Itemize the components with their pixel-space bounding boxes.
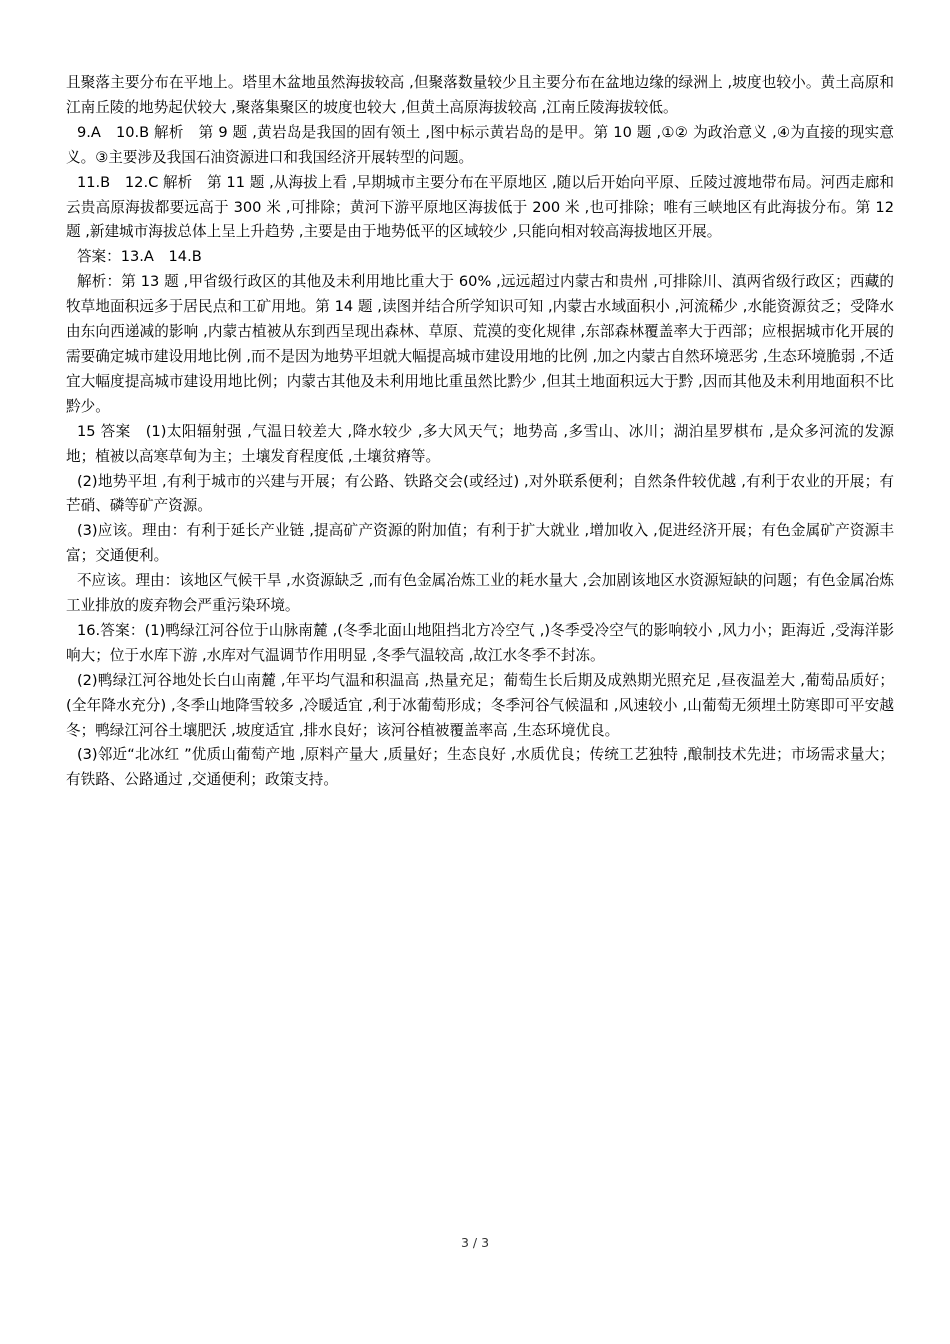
paragraph-7: (2)地势平坦 ,有利于城市的兴建与开展；有公路、铁路交会(或经过) ,对外联系便利；自然条件较优越 ,有利于农业的开展；有芒硝、磷等矿产资源。 [66, 472, 894, 515]
paragraph-12: (3)邻近“北冰红 ”优质山葡萄产地 ,原料产量大 ,质量好；生态良好 ,水质优良；传统工艺独特 ,酿制技术先进；市场需求量大；有铁路、公路通过 ,交通便利；政策支持。 [66, 746, 894, 789]
paragraph-8: (3)应该。理由：有利于延长产业链 ,提高矿产资源的附加值；有利于扩大就业 ,增加收入 ,促进经济开展；有色金属矿产资源丰富；交通便利。 [66, 522, 894, 565]
paragraph-1: 且聚落主要分布在平地上。塔里木盆地虽然海拔较高 ,但聚落数量较少且主要分布在盆地边缘的绿洲上 ,坡度也较小。黄土高原和江南丘陵的地势起伏较大 ,聚落集聚区的坡度也较大 ,但黄土高原海拔较高 ,江南丘陵海拔较低。 [66, 74, 894, 116]
page-number: 3 / 3 [460, 1235, 490, 1250]
paragraph-3: 11.B 12.C 解析 第 11 题 ,从海拔上看 ,早期城市主要分布在平原地区 ,随以后开始向平原、丘陵过渡地带布局。河西走廊和云贵高原海拔都要远高于 300 米 ,可排除；黄河下游平原地区海拔低于 200 米 ,也可排除；唯有三峡地区有此海拔分布。第 12 题 ,新建城市海拔总体上呈上升趋势 ,主要是由于地势低平的区域较少 ,只能向相对较高海拔地区开展。 [66, 173, 894, 241]
paragraph-5: 解析：第 13 题 ,甲省级行政区的其他及未利用地比重大于 60% ,远远超过内蒙古和贵州 ,可排除川、滇两省级行政区；西藏的牧草地面积远多于居民点和工矿用地。第 14 题 ,读图并结合所学知识可知 ,内蒙古水域面积小 ,河流稀少 ,水能资源贫乏；受降水由东向西递减的影响 ,内蒙古植被从东到西呈现出森林、草原、荒漠的变化规律 ,东部森林覆盖率大于西部；应根据城市化开展的需要确定城市建设用地比例 ,而不是因为地势平坦就大幅提高城市建设用地的比例 ,加之内蒙古自然环境恶劣 ,生态环境脆弱 ,不适宜大幅度提高城市建设用地比例；内蒙古其他及未利用地比重虽然比黔少 ,但其土地面积远大于黔 ,因而其他及未利用地面积不比黔少。 [66, 273, 894, 415]
paragraph-11: (2)鸭绿江河谷地处长白山南麓 ,年平均气温和积温高 ,热量充足；葡萄生长后期及成熟期光照充足 ,昼夜温差大 ,葡萄品质好；(全年降水充分) ,冬季山地降雪较多 ,冷暖适宜 ,利于冰葡萄形成；冬季河谷气候温和 ,风速较小 ,山葡萄无须埋土防寒即可平安越冬；鸭绿江河谷土壤肥沃 ,坡度适宜 ,排水良好；该河谷植被覆盖率高 ,生态环境优良。 [66, 671, 894, 739]
paragraph-2: 9.A 10.B 解析 第 9 题 ,黄岩岛是我国的固有领土 ,图中标示黄岩岛的是甲。第 10 题 ,①② 为政治意义 ,④为直接的现实意义。③主要涉及我国石油资源进口和我国经济开展转型的问题。 [66, 123, 894, 166]
paragraph-9: 不应该。理由：该地区气候干旱 ,水资源缺乏 ,而有色金属冶炼工业的耗水量大 ,会加剧该地区水资源短缺的问题；有色金属冶炼工业排放的废弃物会严重污染环境。 [66, 572, 894, 615]
paragraph-4: 答案：13.A 14.B [76, 248, 202, 266]
paragraph-6: 15 答案 (1)太阳辐射强 ,气温日较差大 ,降水较少 ,多大风天气；地势高 ,多雪山、冰川；湖泊星罗棋布 ,是众多河流的发源地；植被以高寒草甸为主；土壤发育程度低 ,土壤贫瘠等。 [66, 422, 894, 465]
paragraph-10: 16.答案：(1)鸭绿江河谷位于山脉南麓 ,(冬季北面山地阻挡北方冷空气 ,)冬季受冷空气的影响较小 ,风力小；距海近 ,受海洋影响大；位于水库下游 ,水库对气温调节作用明显 ,冬季气温较高 ,故江水冬季不封冻。 [66, 621, 894, 664]
document-body [66, 71, 894, 793]
